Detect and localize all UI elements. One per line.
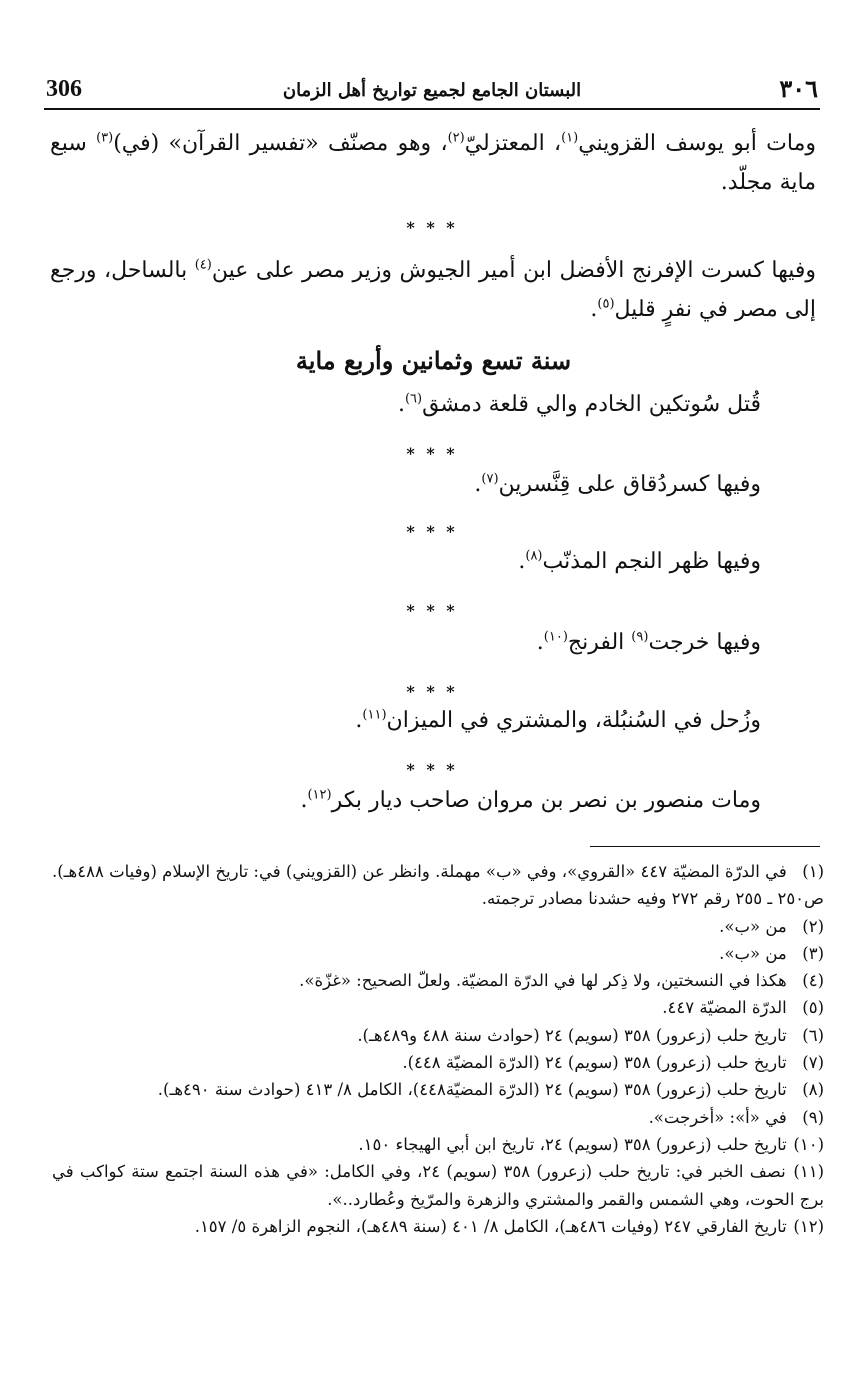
footnote-text: تاريخ حلب (زعرور) ٣٥٨ (سويم) ٢٤ (حوادث سنة ٤٨٨ و٤٨٩هـ). <box>357 1025 787 1045</box>
footnote-text: تاريخ حلب (زعرور) ٣٥٨ (سويم) ٢٤ (الدرّة المضيّة ٤٤٨). <box>402 1053 787 1073</box>
footnote-mark: (١١) <box>793 1162 824 1182</box>
entry-end: . <box>397 392 405 417</box>
footnote-1 <box>52 858 824 913</box>
footnote-text: تاريخ الفارقي ٢٤٧ (وفيات ٤٨٦هـ)، الكامل ٨/ ٤٠١ (سنة ٤٨٩هـ)، النجوم الزاهرة ٥/ ١٥٧. <box>194 1216 787 1236</box>
entry-end: . <box>536 630 544 655</box>
footnote-ref-12: (١٢) <box>307 787 332 803</box>
paragraph-2 <box>50 251 816 329</box>
separator-stars: * * * <box>406 682 458 701</box>
footnote-2 <box>52 913 824 940</box>
footnote-ref-6: (٦) <box>404 391 423 407</box>
footnotes <box>52 858 824 1240</box>
footnote-text: من «ب». <box>719 916 787 936</box>
year-heading: سنة تسع وثمانين وأربع ماية <box>295 346 572 375</box>
footnote-ref-7: (٧) <box>481 471 499 487</box>
footnote-text: في «أ»: «أخرجت». <box>648 1107 787 1127</box>
text-run: وفيها كسرت الإفرنج الأفضل ابن أمير الجيوش وزير مصر على عين <box>211 258 816 283</box>
footnote-11 <box>52 1158 824 1213</box>
footnote-12 <box>52 1213 824 1240</box>
page-header <box>44 72 820 110</box>
entry-4 <box>537 630 761 655</box>
entry-6 <box>300 788 761 813</box>
entry-2 <box>474 472 761 497</box>
paragraph-2-text <box>50 251 816 329</box>
footnote-3 <box>52 940 824 967</box>
entry-text: وفيها خرجت <box>648 630 761 655</box>
separator-stars: * * * <box>406 522 458 541</box>
page-number-latin: 306 <box>46 76 82 102</box>
paragraph-1-text <box>50 124 816 202</box>
footnote-text: تاريخ حلب (زعرور) ٣٥٨ (سويم) ٢٤، تاريخ ابن أبي الهيجاء ١٥٠. <box>358 1134 787 1154</box>
footnote-divider <box>590 846 820 847</box>
footnote-ref-8: (٨) <box>525 548 543 564</box>
footnote-4 <box>52 967 824 994</box>
separator-stars: * * * <box>406 760 458 779</box>
running-title: البستان الجامع لجميع تواريخ أهل الزمان <box>282 80 582 101</box>
entry-1 <box>398 392 761 417</box>
footnote-7 <box>52 1049 824 1076</box>
footnote-mark: (٤) <box>802 971 824 991</box>
footnote-mark: (١٠) <box>793 1134 824 1154</box>
paragraph-1 <box>50 124 816 202</box>
footnote-text: هكذا في النسختين، ولا ذِكر لها في الدرّة المضيّة. ولعلّ الصحيح: «غزّة». <box>299 971 787 991</box>
footnote-ref-11: (١١) <box>362 707 387 723</box>
entry-end: . <box>474 472 482 497</box>
entry-3 <box>518 549 761 574</box>
text-run: ، وهو مصنّف «تفسير القرآن» (في) <box>113 131 448 156</box>
footnote-mark: (٣) <box>802 943 824 963</box>
separator-stars: * * * <box>406 601 458 620</box>
text-run: . <box>590 297 598 322</box>
text-run: بالساحل، ورجع إلى مصر في نفرٍ قليل <box>50 258 816 322</box>
entry-text: قُتل سُوتكين الخادم والي قلعة دمشق <box>422 392 761 417</box>
footnote-5 <box>52 994 824 1021</box>
footnote-mark: (٨) <box>802 1080 824 1100</box>
footnote-8 <box>52 1076 824 1103</box>
text-run: ومات أبو يوسف القزويني <box>578 131 817 156</box>
footnote-ref-4: (٤) <box>194 257 212 273</box>
entry-end: . <box>300 788 308 813</box>
footnote-mark: (١٢) <box>793 1216 824 1236</box>
footnote-mark: (٥) <box>802 998 824 1018</box>
text-run: ، المعتزليّ <box>464 131 562 156</box>
entry-end: . <box>518 549 526 574</box>
footnote-ref-1: (١) <box>561 130 579 146</box>
footnote-ref-9: (٩) <box>631 629 649 645</box>
footnote-10 <box>52 1131 824 1158</box>
footnote-text: من «ب». <box>719 943 787 963</box>
footnote-ref-3: (٣) <box>96 130 114 146</box>
footnote-text: تاريخ حلب (زعرور) ٣٥٨ (سويم) ٢٤ (الدرّة المضيّة٤٤٨)، الكامل ٨/ ٤١٣ (حوادث سنة ٤٩٠هـ). <box>157 1080 787 1100</box>
separator-stars: * * * <box>406 218 458 237</box>
footnote-mark: (٩) <box>802 1107 824 1127</box>
entry-text: الفرنج <box>567 630 632 655</box>
footnote-ref-10: (١٠) <box>543 629 568 645</box>
entry-text: وفيها كسردُقاق على قِنَّسرين <box>498 472 761 497</box>
footnote-text: في الدرّة المضيّة ٤٤٧ «القروي»، وفي «ب» مهملة. وانظر عن (القزويني) في: تاريخ الإسلام (وفيات ٤٨٨هـ). ص٢٥٠ ـ ٢٥٥ رقم ٢٧٢ وفيه حشدنا مصادر ترجمته. <box>52 862 824 909</box>
footnote-mark: (١) <box>802 862 825 881</box>
footnote-ref-5: (٥) <box>597 296 615 312</box>
footnote-6 <box>52 1022 824 1049</box>
entry-5 <box>355 708 761 733</box>
footnote-text: نصف الخبر في: تاريخ حلب (زعرور) ٣٥٨ (سويم) ٢٤، وفي الكامل: «في هذه السنة اجتمع ستة كواكب في برج الحوت، وهي الشمس والقمر والمشتري والزهرة والمرّيخ وعُطارد..». <box>52 1162 824 1209</box>
entry-text: وفيها ظهر النجم المذنّب <box>542 549 761 574</box>
text-run: سبع ماية مجلّد. <box>50 131 816 195</box>
entry-text: ومات منصور بن نصر بن مروان صاحب ديار بكر <box>331 788 761 813</box>
footnote-mark: (٦) <box>802 1025 824 1045</box>
page-number-arabic: ٣٠٦ <box>779 74 818 103</box>
footnote-9 <box>52 1104 824 1131</box>
footnote-ref-2: (٢) <box>447 130 465 146</box>
footnote-text: الدرّة المضيّة ٤٤٧. <box>662 998 787 1018</box>
entry-end: . <box>355 708 363 733</box>
entry-text: وزُحل في السُنبُلة، والمشتري في الميزان <box>386 708 761 733</box>
separator-stars: * * * <box>406 444 458 463</box>
footnote-mark: (٢) <box>802 916 824 936</box>
footnote-mark: (٧) <box>802 1053 824 1073</box>
